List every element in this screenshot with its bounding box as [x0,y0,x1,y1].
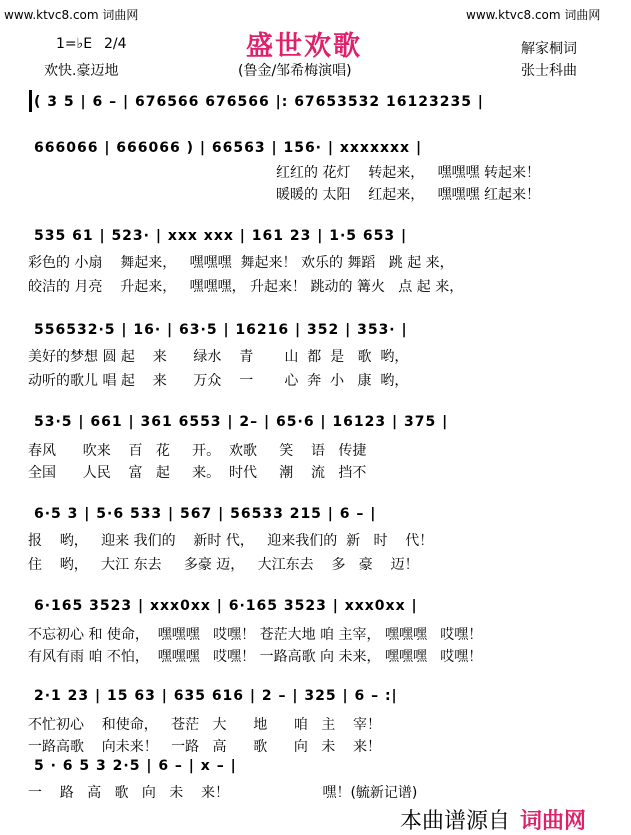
notation-line: 2·1 23 | 15 63 | 635 616 | 2 – | 325 | 6 – :| [34,688,398,704]
notation-line: 535 61 | 523· | xxx xxx | 161 23 | 1·5 653 | [34,228,408,244]
time-signature: 2/4 [104,36,127,52]
notation-line: ( 3 5 | 6 – | 676566 676566 |: 67653532 16123235 | [34,94,484,110]
lyric-line: 春风 吹来 百 花 开。 欢歌 笑 语 传捷 [28,443,367,459]
lyric-line: 美好的梦想 圆 起 来 绿水 青 山 都 是 歌 哟， [28,349,409,365]
notation-line: 6·165 3523 | xxx0xx | 6·165 3523 | xxx0xx | [34,598,418,614]
notation-line: 53·5 | 661 | 361 6553 | 2– | 65·6 | 16123 | 375 | [34,414,449,430]
lyric-line: 住 哟， 大江 东去 多豪 迈， 大江东去 多 豪 迈！ [28,557,419,573]
footer-site-logo[interactable]: 词曲网 [520,809,587,834]
key-signature: 1=♭E [56,36,93,52]
lyric-line: 一 路 高 歌 向 未 来！ 嘿！(毓新记谱) [28,785,418,801]
lyric-line: 有风有雨 咱 不怕， 嘿嘿嘿 哎嘿！ 一路高歌 向 未来， 嘿嘿嘿 哎嘿！ [28,649,483,665]
barline [29,90,32,112]
lyric-line: 不忙初心 和使命， 苍茫 大 地 咱 主 宰！ [28,717,382,733]
lyric-line: 彩色的 小扇 舞起来， 嘿嘿嘿 舞起来！ 欢乐的 舞蹈 跳 起 来， [28,255,454,271]
notation-line: 666066 | 666066 ) | 66563 | 156· | xxxxxxx | [34,140,423,156]
lyric-line: 不忘初心 和 使命， 嘿嘿嘿 哎嘿！ 苍茫大地 咱 主宰， 嘿嘿嘿 哎嘿！ [28,627,483,643]
notation-line: 5 · 6 5 3 2·5 | 6 – | x – | [34,758,237,774]
site-watermark-left: www.ktvc8.com 词曲网 [4,8,139,22]
composer-credit: 张士科曲 [521,63,577,79]
tempo-marking: 欢快.豪迈地 [44,63,119,79]
lyric-line: 动听的歌儿 唱 起 来 万众 一 心 奔 小 康 哟， [28,373,409,389]
lyric-line: 全国 人民 富 起 来。 时代 潮 流 挡不 [28,465,367,481]
lyric-line: 报 哟， 迎来 我们的 新时 代， 迎来我们的 新 时 代！ [28,533,434,549]
notation-line: 6·5 3 | 5·6 533 | 567 | 56533 215 | 6 – | [34,506,377,522]
lyricist-credit: 解家桐词 [521,41,577,57]
site-watermark-right: www.ktvc8.com 词曲网 [466,8,601,22]
lyric-line: 一路高歌 向未来！ 一路 高 歌 向 未 来！ [28,739,382,755]
singers-credit: (鲁金/邹希梅演唱) [238,63,352,79]
lyric-line: 暖暖的 太阳 红起来， 嘿嘿嘿 红起来！ [276,187,541,203]
footer-source-text: 本曲谱源自 [400,809,511,834]
notation-line: 556532·5 | 16· | 63·5 | 16216 | 352 | 353· | [34,322,408,338]
lyric-line: 红红的 花灯 转起来， 嘿嘿嘿 转起来！ [276,165,541,181]
lyric-line: 皎洁的 月亮 升起来， 嘿嘿嘿， 升起来！ 跳动的 篝火 点 起 来， [28,279,464,295]
song-title: 盛世欢歌 [246,31,362,62]
